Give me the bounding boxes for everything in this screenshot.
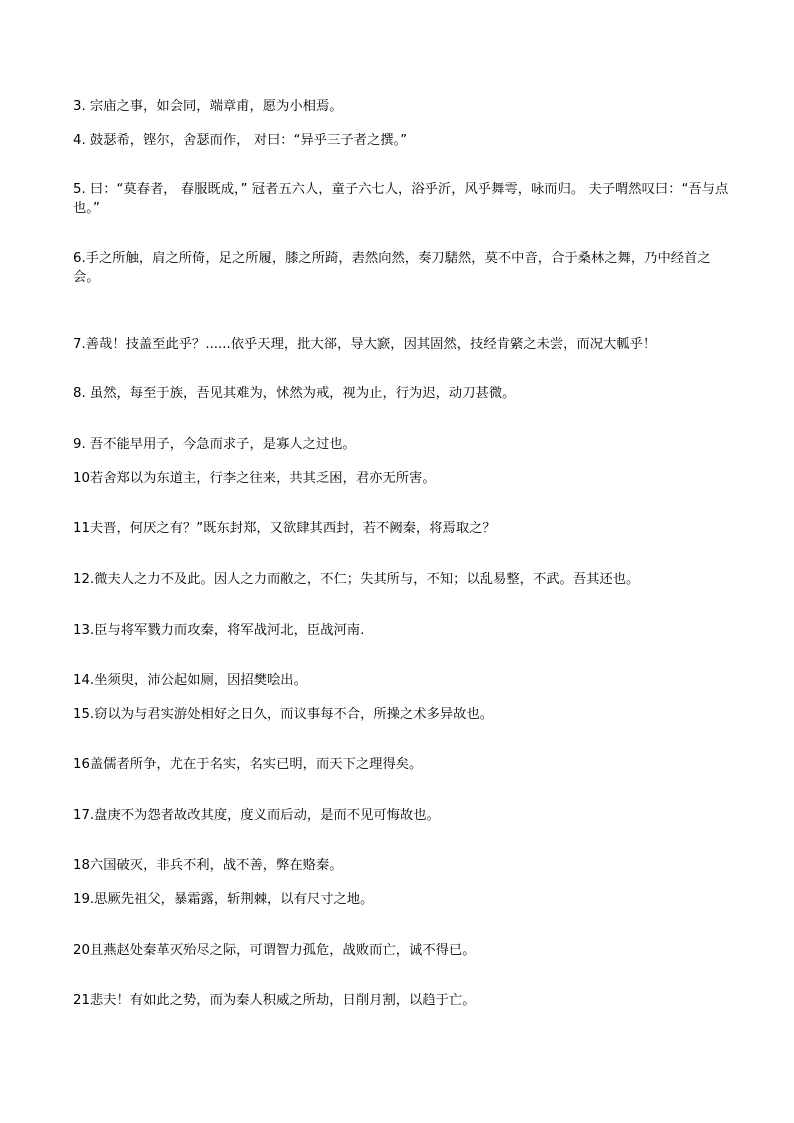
sentence-14: 14.坐须臾，沛公起如厕，因招樊哙出。 — [73, 673, 307, 688]
sentence-21: 21悲夫！有如此之势，而为秦人积威之所劫，日削月割，以趋于亡。 — [73, 993, 476, 1008]
sentence-15: 15.窃以为与君实游处相好之日久，而议事每不合，所操之术多异故也。 — [73, 707, 494, 722]
sentence-11: 11夫晋，何厌之有？”既东封郑，又欲肆其西封，若不阙秦，将焉取之？ — [73, 521, 496, 536]
sentence-20: 20且燕赵处秦革灭殆尽之际，可谓智力孤危，战败而亡，诚不得已。 — [73, 943, 476, 958]
sentence-16: 16盖儒者所争，尤在于名实，名实已明，而天下之理得矣。 — [73, 757, 423, 772]
sentence-9: 9. 吾不能早用子，今急而求子，是寡人之过也。 — [73, 437, 356, 452]
sentence-4: 4. 鼓瑟希，铿尔，舍瑟而作， 对曰：“异乎三子者之撰。” — [73, 133, 408, 148]
sentence-12: 12.微夫人之力不及此。因人之力而敝之，不仁；失其所与，不知；以乱易整，不武。吾其还也。 — [73, 572, 640, 587]
sentence-8: 8. 虽然，每至于族，吾见其难为，怵然为戒，视为止，行为迟，动刀甚微。 — [73, 386, 516, 401]
sentence-13: 13.臣与将军戮力而攻秦，将军战河北，臣战河南. — [73, 623, 365, 638]
sentence-5: 5. 曰：“莫春者， 春服既成，” 冠者五六人，童子六七人，浴乎沂，风乎舞雩，咏而归。 夫子喟然叹曰：“吾与点也。” — [73, 182, 729, 216]
sentence-3: 3. 宗庙之事，如会同，端章甫，愿为小相焉。 — [73, 99, 343, 114]
sentence-10: 10若舍郑以为东道主，行李之往来，共其乏困，君亦无所害。 — [73, 471, 436, 486]
sentence-6: 6.手之所触，肩之所倚，足之所履，膝之所踦，砉然向然，奏刀騞然，莫不中音，合于桑林之舞，乃中经首之会。 — [73, 251, 711, 285]
sentence-19: 19.思厥先祖父，暴霜露，斩荆棘，以有尺寸之地。 — [73, 892, 374, 907]
sentence-17: 17.盘庚不为怨者故改其度，度义而后动，是而不见可悔故也。 — [73, 808, 440, 823]
sentence-18: 18六国破灭，非兵不利，战不善，弊在赂秦。 — [73, 858, 343, 873]
sentence-7: 7.善哉！技盖至此乎？......依乎天理，批大郤，导大窾，因其固然，技经肯綮之未尝，而况大軱乎！ — [73, 337, 657, 352]
